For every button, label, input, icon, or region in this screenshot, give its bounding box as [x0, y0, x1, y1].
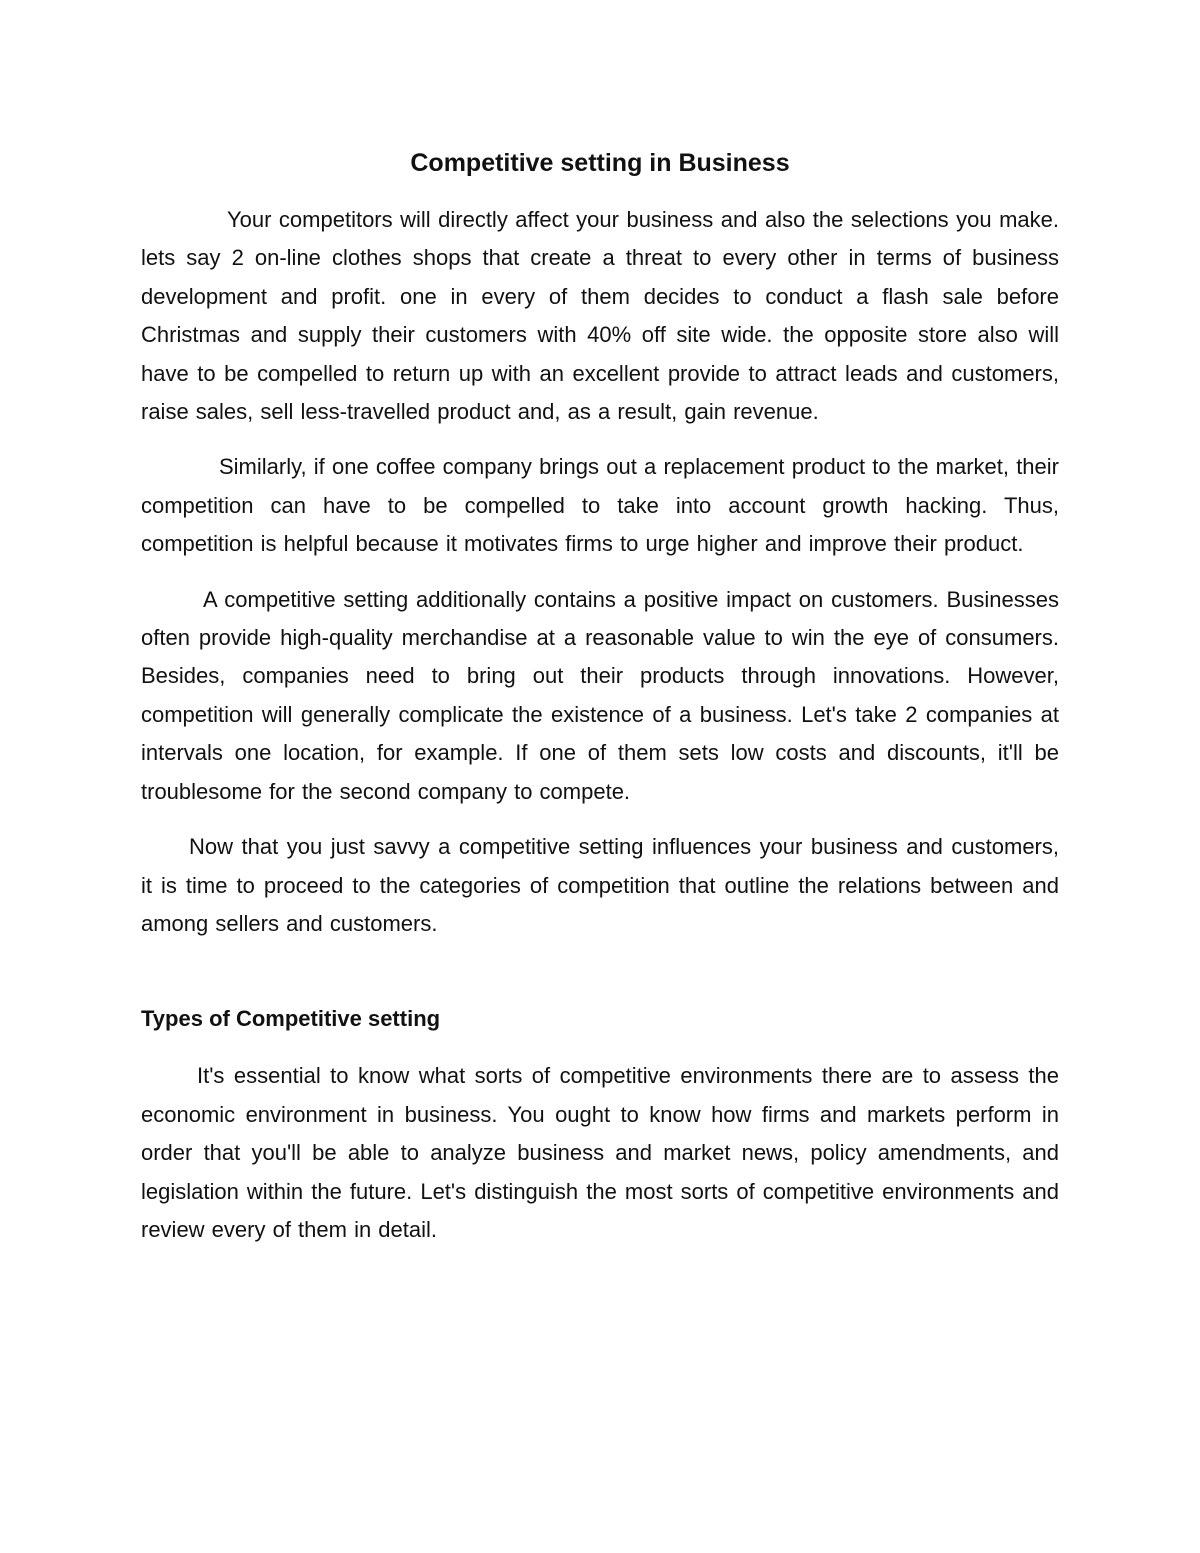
paragraph-competitors: Your competitors will directly affect your business and also the selections you make. lets say 2 on-line clothes shops that create a threat to every other in terms of business development and profit. one in every of them decides to conduct a flash sale before Christmas and supply their customers with 40% off site wide. the opposite store also will have to be compelled to return up with an excellent provide to attract leads and customers, raise sales, sell less-travelled product and, as a result, gain revenue.: [141, 207, 1059, 425]
paragraph-types-intro: It's essential to know what sorts of competitive environments there are to assess the economic environment in business. You ought to know how firms and markets perform in order that you'll be able to analyze business and market news, policy amendments, and legislation within the future. Let's distinguish the most sorts of competitive environments and review every of them in detail.: [141, 1063, 1059, 1242]
section-heading-types: Types of Competitive setting: [141, 1006, 441, 1032]
paragraph-customer-impact: A competitive setting additionally contains a positive impact on customers. Businesses often provide high-quality merchandise at a reasonable value to win the eye of consumers. Besides, companies need to bring out their products through innovations. However, competition will generally complicate the existence of a business. Let's take 2 companies at intervals one location, for example. If one of them sets low costs and discounts, it'll be troublesome for the second company to compete.: [141, 586, 1059, 804]
paragraph-coffee-company: Similarly, if one coffee company brings out a replacement product to the market, their competition can have to be compelled to take into account growth hacking. Thus, competition is helpful because it motivates firms to urge higher and improve their product.: [141, 454, 1059, 557]
document-title: Competitive setting in Business: [410, 149, 790, 177]
paragraph-transition: Now that you just savvy a competitive setting influences your business and customers, it is time to proceed to the categories of competition that outline the relations between and among sellers and customers.: [141, 834, 1059, 936]
document-body: [141, 146, 1059, 1266]
